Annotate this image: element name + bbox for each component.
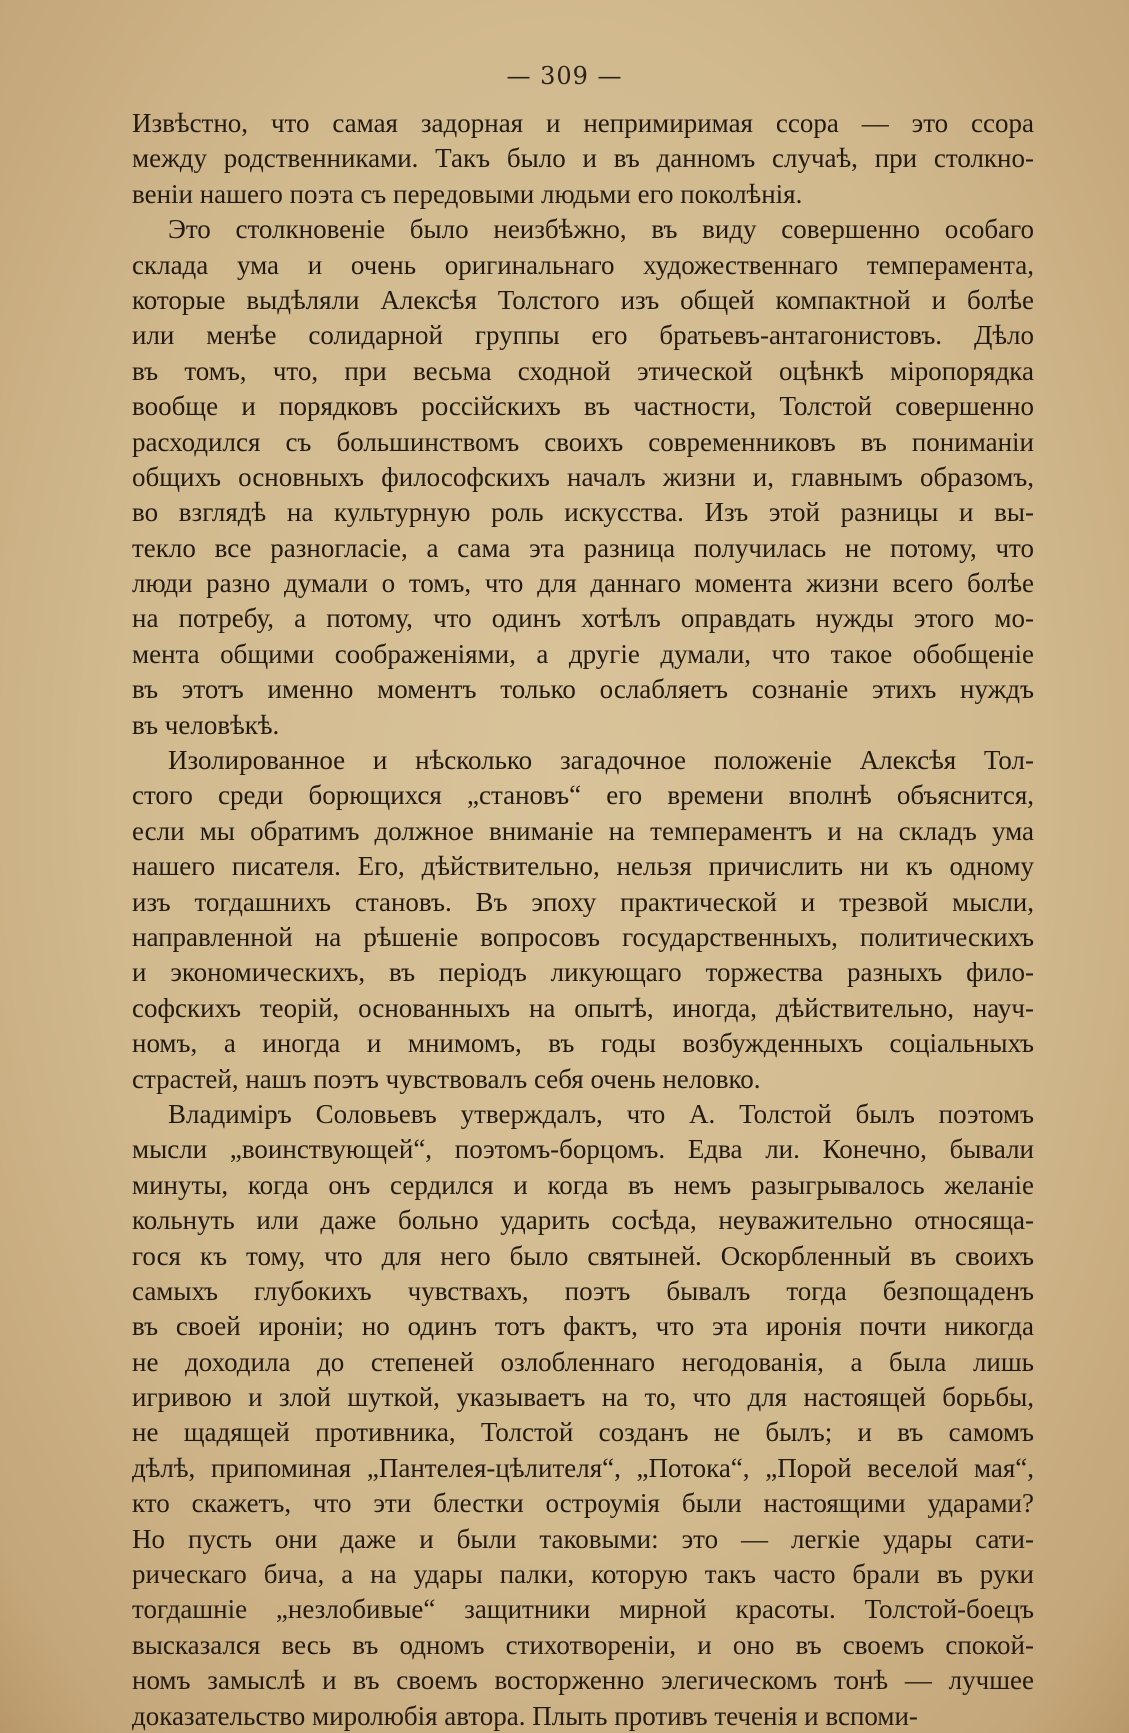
text-line: не щадящей противника, Толстой созданъ не былъ; и въ самомъ xyxy=(132,1417,1034,1448)
text-line: текло все разногласіе, а сама эта разница получилась не потому, что xyxy=(132,532,1034,563)
text-line: софскихъ теорій, основанныхъ на опытѣ, иногда, дѣйствительно, науч- xyxy=(132,992,1034,1023)
paragraph xyxy=(132,106,1034,212)
text-line: Изолированное и нѣсколько загадочное положеніе Алексѣя Тол- xyxy=(168,745,1034,776)
text-line: въ этотъ именно моментъ только ослабляетъ сознаніе этихъ нуждъ xyxy=(132,674,1034,705)
text-line: во взглядѣ на культурную роль искусства. Изъ этой разницы и вы- xyxy=(132,497,1034,528)
text-line: игривою и злой шуткой, указываетъ на то, что для настоящей борьбы, xyxy=(132,1382,1034,1413)
text-line: Извѣстно, что самая задорная и непримиримая ссора — это ссора xyxy=(132,108,1034,138)
text-line: мента общими соображеніями, а другіе думали, что такое обобщеніе xyxy=(132,638,1034,669)
text-line: доказательство миролюбія автора. Плыть противъ теченія и вспоми- xyxy=(132,1700,918,1731)
body-text xyxy=(132,106,1034,1733)
text-line: въ своей ироніи; но одинъ тотъ фактъ, что эта иронія почти никогда xyxy=(132,1311,1034,1342)
text-line: рическаго бича, а на удары палки, которую такъ часто брали въ руки xyxy=(132,1559,1034,1590)
text-line: въ томъ, что, при весьма сходной этической оцѣнкѣ міропорядка xyxy=(132,355,1034,386)
text-line: номъ замыслѣ и въ своемъ восторженно элегическомъ тонѣ — лучшее xyxy=(132,1665,1034,1696)
text-line: минуты, когда онъ сердился и когда въ немъ разыгрывалось желаніе xyxy=(132,1169,1034,1200)
text-line: или менѣе солидарной группы его братьевъ-антагонистовъ. Дѣло xyxy=(132,320,1034,351)
text-line: самыхъ глубокихъ чувствахъ, поэтъ бывалъ тогда безпощаденъ xyxy=(132,1275,1034,1306)
text-line: страстей, нашъ поэтъ чувствовалъ себя очень неловко. xyxy=(132,1063,761,1094)
text-line: гося къ тому, что для него было святыней. Оскорбленный въ своихъ xyxy=(132,1240,1034,1271)
page-number: — 309 — xyxy=(506,62,623,90)
text-line: Владиміръ Соловьевъ утверждалъ, что А. Толстой былъ поэтомъ xyxy=(168,1098,1034,1129)
text-line: и экономическихъ, въ періодъ ликующаго торжества разныхъ фило- xyxy=(132,957,1034,988)
text-line: склада ума и очень оригинальнаго художественнаго темперамента, xyxy=(132,249,1034,280)
text-line: дѣлѣ, припоминая „Пантелея-цѣлителя“, „Потока“, „Порой веселой мая“, xyxy=(132,1452,1034,1483)
text-line: въ человѣкѣ. xyxy=(132,709,280,740)
text-line: вообще и порядковъ россійскихъ въ частности, Толстой совершенно xyxy=(132,391,1034,422)
text-line: если мы обратимъ должное вниманіе на темпераментъ и на складъ ума xyxy=(132,815,1034,846)
text-line: стого среди борющихся „становъ“ его времени вполнѣ объяснится, xyxy=(132,780,1034,811)
paragraph xyxy=(132,212,1034,743)
text-line: не доходила до степеней озлобленнаго негодованія, а была лишь xyxy=(132,1346,1034,1377)
text-line: высказался весь въ одномъ стихотвореніи, и оно въ своемъ спокой- xyxy=(132,1629,1034,1660)
text-line: тогдашніе „незлобивые“ защитники мирной красоты. Толстой-боецъ xyxy=(132,1594,1034,1625)
text-line: направленной на рѣшеніе вопросовъ государственныхъ, политическихъ xyxy=(132,921,1034,952)
text-line: нашего писателя. Его, дѣйствительно, нельзя причислить ни къ одному xyxy=(132,851,1034,882)
text-line: люди разно думали о томъ, что для даннаго момента жизни всего болѣе xyxy=(132,568,1034,599)
text-line: мысли „воинствующей“, поэтомъ-борцомъ. Едва ли. Конечно, бывали xyxy=(132,1134,1034,1165)
text-line: на потребу, а потому, что одинъ хотѣлъ оправдать нужды этого мо- xyxy=(132,603,1034,634)
text-line: которые выдѣляли Алексѣя Толстого изъ общей компактной и болѣе xyxy=(132,284,1034,315)
paragraph xyxy=(132,1097,1034,1733)
text-line: номъ, а иногда и мнимомъ, въ годы возбужденныхъ соціальныхъ xyxy=(132,1028,1034,1059)
text-line: общихъ основныхъ философскихъ началъ жизни и, главнымъ образомъ, xyxy=(132,461,1034,492)
text-line: Это столкновеніе было неизбѣжно, въ виду совершенно особаго xyxy=(168,214,1034,245)
text-line: кто скажетъ, что эти блестки остроумія были настоящими ударами? xyxy=(132,1488,1034,1519)
text-line: расходился съ большинствомъ своихъ современниковъ въ пониманіи xyxy=(132,426,1034,457)
text-line: изъ тогдашнихъ становъ. Въ эпоху практической и трезвой мысли, xyxy=(132,886,1034,917)
paragraph xyxy=(132,743,1034,1097)
text-line: кольнуть или даже больно ударить сосѣда, неуважительно относяща- xyxy=(132,1205,1034,1236)
text-line: между родственниками. Такъ было и въ данномъ случаѣ, при столкно- xyxy=(132,143,1034,174)
text-line: веніи нашего поэта съ передовыми людьми его поколѣнія. xyxy=(132,178,803,209)
text-line: Но пусть они даже и были таковыми: это — легкіе удары сати- xyxy=(132,1523,1034,1554)
